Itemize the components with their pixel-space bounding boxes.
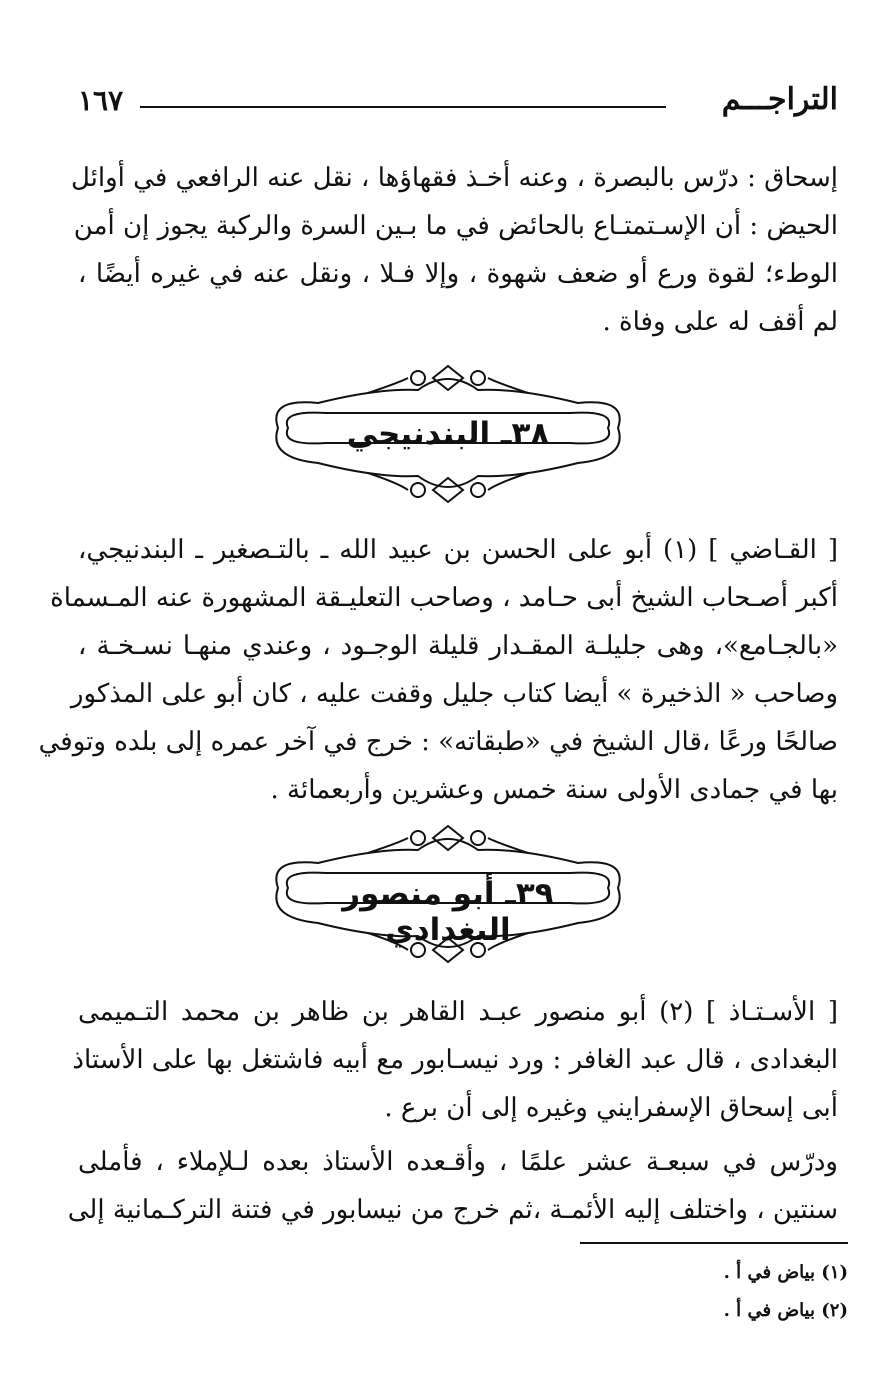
- text-line: [ الأسـتـاذ ] (٢) أبو منصور عبـد القاهر بن ظاهر بن محمد التـميمى: [78, 997, 838, 1027]
- footnote-2: (٢) بياض في أ .: [723, 1300, 848, 1321]
- text-line: لم أقف له على وفاة .: [602, 307, 838, 337]
- header-rule: [140, 106, 666, 108]
- paragraph-4: [67, 1138, 838, 1234]
- section-39-heading-frame: [258, 818, 638, 978]
- text-line: ودرّس في سبعـة عشر علمًا ، وأقـعده الأستاذ بعده لـلإملاء ، فأملى: [78, 1147, 838, 1177]
- paragraph-3: [72, 988, 838, 1132]
- text-line: إسحاق : درّس بالبصرة ، وعنه أخـذ فقهاؤها ، نقل عنه الرافعي في أوائل: [70, 163, 838, 193]
- text-line: وصاحب « الذخيرة » أيضا كتاب جليل وقفت عليه ، كان أبو على المذكور: [70, 679, 838, 709]
- text-line: أبى إسحاق الإسفرايني وغيره إلى أن برع .: [384, 1093, 838, 1123]
- text-line: سنتين ، واختلف إليه الأئمـة ،ثم خرج من نيسابور في فتنة التركـمانية إلى: [67, 1195, 838, 1225]
- section-38-title: ٣٨ـ البندنيجي: [346, 416, 550, 452]
- text-line: [ القـاضي ] (١) أبو على الحسن بن عبيد الله ـ بالتـصغير ـ البندنيجي،: [78, 535, 838, 565]
- footnote-rule: [580, 1242, 848, 1244]
- text-line: البغدادى ، قال عبد الغافر : ورد نيسـابور مع أبيه فاشتغل بها على الأستاذ: [72, 1045, 838, 1075]
- text-line: أكبر أصـحاب الشيخ أبى حـامد ، وصاحب التعليـقة المشهورة عنه المـسماة: [50, 583, 838, 613]
- section-38-heading-frame: [258, 358, 638, 518]
- text-line: بها في جمادى الأولى سنة خمس وعشرين وأربعمائة .: [270, 775, 838, 805]
- header-title: التراجـــم: [721, 82, 838, 117]
- text-line: الحيض : أن الإسـتمتـاع بالحائض في ما بـين السرة والركبة يجوز إن أمن: [73, 211, 838, 241]
- page-number: ١٦٧: [78, 84, 124, 117]
- footnote-1: (١) بياض في أ .: [723, 1262, 848, 1283]
- text-line: صالحًا ورعًا ،قال الشيخ في «طبقاته» : خرج في آخر عمره إلى بلده وتوفي: [38, 727, 838, 757]
- text-line: «بالجـامع»، وهى جليلـة المقـدار قليلة الوجـود ، وعندي منهـا نسـخـة ،: [78, 631, 838, 661]
- paragraph-2: [38, 526, 838, 814]
- running-header: [78, 82, 838, 122]
- paragraph-1: [70, 154, 838, 346]
- section-39-title: ٣٩ـ أبو منصور البغدادي: [342, 876, 554, 948]
- text-line: الوطء؛ لقوة ورع أو ضعف شهوة ، وإلا فـلا ، ونقل عنه في غيره أيضًا ،: [78, 259, 838, 289]
